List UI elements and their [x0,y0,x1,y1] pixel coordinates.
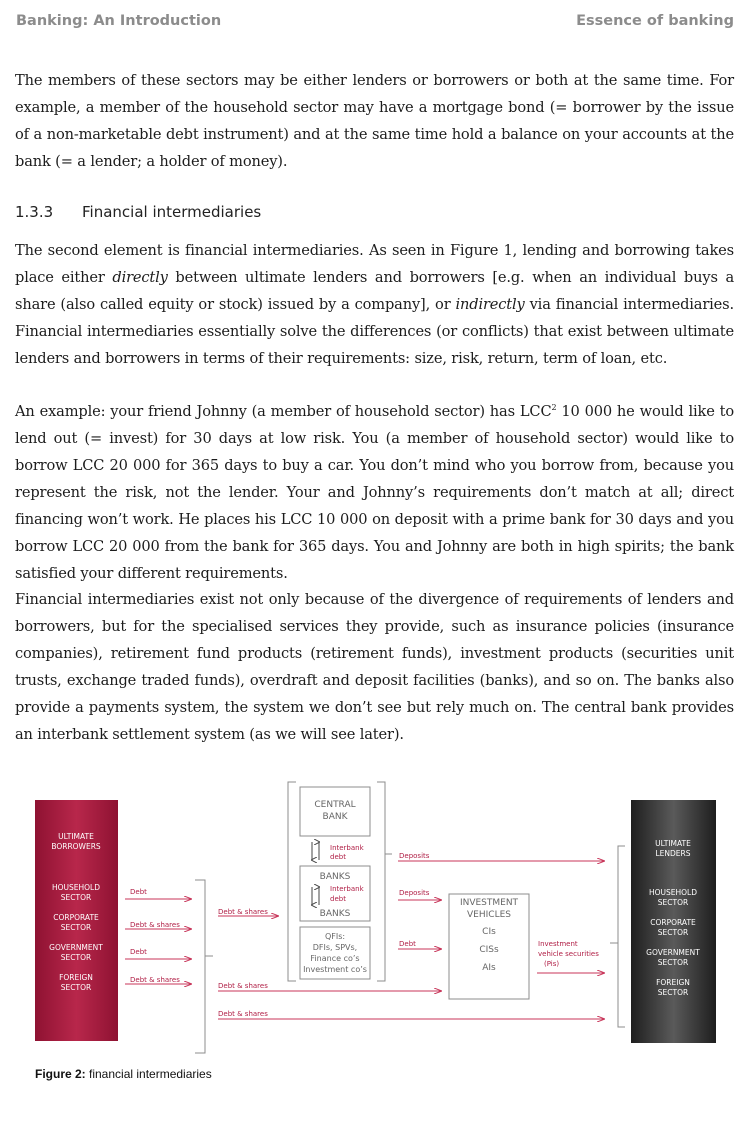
label-debt-1: Debt [130,888,147,896]
lenders-title-1: ULTIMATE [655,839,691,848]
qfis-line3: Finance co’s [310,954,360,963]
page-header [16,13,734,33]
inv-vehicles-line2: VEHICLES [467,910,511,920]
section-heading [15,203,261,221]
inv-ciss: CISs [479,945,499,955]
central-bank-line2: BANK [322,812,348,822]
paragraph-example: An example: your friend Johnny (a member of household sector) has LCC$^2$ 10 000 he would like to lend out (= invest) for 30 days at low risk. You (a member of household sector) would like to borrow LCC 20 000 for 365 days to buy a car. You don’t mind who you borrow from, because you represent the risk, not the lender. Your and Johnny’s requirements don’t match at all; direct financing won’t work. He places his LCC 10 000 on deposit with a prime bank for 30 days and you borrow LCC 20 000 from the bank for 365 days. You and Johnny are both in high spirits; the bank satisfied your different requirements. [15,403,734,582]
paragraph-services: Financial intermediaries exist not only because of the divergence of requirements of lenders and borrowers, but for the specialised services they provide, such as insurance policies (insurance companies), retirement fund products (retirement funds), investment products (securities unit trusts, exchange traded funds), overdraft and deposit facilities (banks), and so on. The banks also provide a payments system, the system we don’t see but rely much on. The central bank provides an interbank settlement system (as we will see later). [15,591,734,743]
caption-text: financial intermediaries [85,1067,212,1081]
borrower-corporate-2: SECTOR [60,923,92,932]
lender-household-2: SECTOR [657,898,689,907]
chapter-title: Essence of banking [576,13,734,29]
frame-left-bracket [288,782,296,981]
borrower-government-2: SECTOR [60,953,92,962]
qfis-line2: DFIs, SPVs, [312,943,358,952]
lender-foreign-1: FOREIGN [656,978,690,987]
borrowers-title-1: ULTIMATE [58,832,94,841]
inv-ais: AIs [482,963,496,973]
label-deposits-top: Deposits [399,852,430,860]
lender-government-1: GOVERNMENT [646,948,700,957]
interbank2-line2: debt [330,895,346,903]
qfis-line4: Investment co’s [303,965,367,974]
central-bank-line1: CENTRAL [314,800,356,810]
label-bottom-debt-shares-2: Debt & shares [218,1010,268,1018]
borrower-foreign-2: SECTOR [60,983,92,992]
lender-corporate-1: CORPORATE [650,918,696,927]
label-investment-2: vehicle securities [538,950,599,958]
borrower-corporate-1: CORPORATE [53,913,99,922]
figure-caption [35,1067,212,1081]
section-number: 1.3.3 [15,203,54,221]
borrower-brace [195,880,205,1053]
label-debt-shares-2: Debt & shares [130,976,180,984]
interbank2-line1: Interbank [330,885,364,893]
financial-intermediaries-diagram [0,770,750,1060]
label-mid-debt-shares: Debt & shares [218,908,268,916]
paragraph-sector-members: The members of these sectors may be either lenders or borrowers or both at the same time. For example, a member of the household sector may have a mortgage bond (= borrower by the issue of a non-marketable debt instrument) and at the same time hold a balance on your accounts at the bank (= a lender; a holder of money). [15,72,734,170]
interbank1-line1: Interbank [330,844,364,852]
lenders-title-2: LENDERS [655,849,691,858]
label-bottom-debt-shares-1: Debt & shares [218,982,268,990]
label-investment-3: (Pis) [544,960,560,968]
borrower-household-2: SECTOR [60,893,92,902]
frame-right-bracket [377,782,385,981]
label-debt-2: Debt [130,948,147,956]
qfis-line1: QFIs: [324,932,346,941]
lender-government-2: SECTOR [657,958,689,967]
paragraph-second-element: The second element is financial intermediaries. As seen in Figure 1, lending and borrowing takes place either directly between ultimate lenders and borrowers [e.g. when an individual buys a share (also called equity or stock) issued by a company], or indirectly via financial intermediaries. Financial intermediaries essentially solve the differences (or conflicts) that exist between ultimate lenders and borrowers in terms of their requirements: size, risk, return, term of loan, etc. [15,242,735,367]
banks-bottom-label: BANKS [319,909,351,919]
borrower-foreign-1: FOREIGN [59,973,93,982]
banks-top-label: BANKS [319,872,351,882]
label-debt-mid: Debt [399,940,416,948]
inv-vehicles-line1: INVESTMENT [459,898,519,908]
borrower-household-1: HOUSEHOLD [51,883,101,892]
lender-foreign-2: SECTOR [657,988,689,997]
interbank1-line2: debt [330,853,346,861]
book-title: Banking: An Introduction [16,13,222,29]
lender-household-1: HOUSEHOLD [648,888,698,897]
label-debt-shares-1: Debt & shares [130,921,180,929]
inv-cis: CIs [482,927,496,937]
label-investment-1: Investment [538,940,578,948]
footnote-ref[interactable]: 2 [551,403,557,412]
borrower-government-1: GOVERNMENT [49,943,103,952]
section-title: Financial intermediaries [82,203,262,221]
caption-label: Figure 2: [35,1067,86,1081]
lender-corporate-2: SECTOR [657,928,689,937]
lender-brace [618,846,625,1027]
borrowers-title-2: BORROWERS [51,842,101,851]
label-deposits-mid: Deposits [399,889,430,897]
